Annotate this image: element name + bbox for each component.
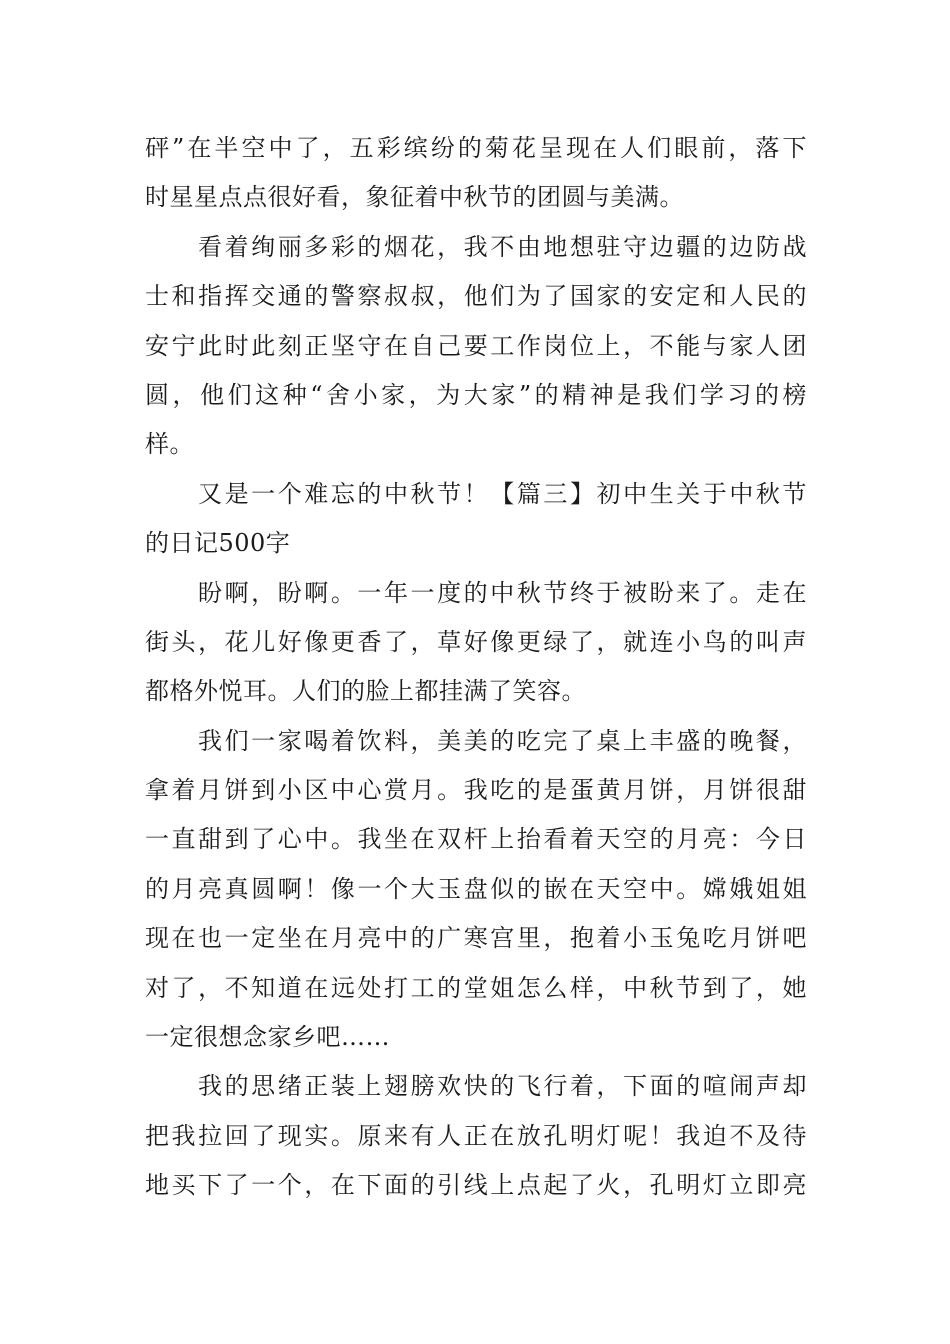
text-line: 地买下了一个，在下面的引线上点起了火，孔明灯立即亮 [145, 1171, 807, 1200]
text-line: 时星星点点很好看，象征着中秋节的团圆与美满。 [145, 183, 684, 212]
text-line: 又是一个难忘的中秋节！【篇三】初中生关于中秋节 [198, 479, 807, 508]
text-line: 把我拉回了现实。原来有人正在放孔明灯呢！我迫不及待 [145, 1121, 807, 1150]
text-line: 一直甜到了心中。我坐在双杆上抬看着天空的月亮：今日 [145, 825, 807, 854]
text-line: 圆，他们这种“舍小家，为大家”的精神是我们学习的榜 [145, 380, 807, 409]
text-line: 的月亮真圆啊！像一个大玉盘似的嵌在天空中。嫦娥姐姐 [145, 874, 807, 903]
text-line: 对了，不知道在远处打工的堂姐怎么样，中秋节到了，她 [145, 973, 807, 1002]
text-line: 的日记500字 [145, 529, 291, 558]
text-line: 一定很想念家乡吧…… [145, 1023, 390, 1052]
text-line: 街头，花儿好像更香了，草好像更绿了，就连小鸟的叫声 [145, 627, 807, 656]
text-line: 样。 [145, 430, 194, 459]
text-line: 士和指挥交通的警察叔叔，他们为了国家的安定和人民的 [145, 282, 807, 311]
body-text [145, 124, 807, 1211]
text-line: 我的思绪正装上翅膀欢快的飞行着，下面的喧闹声却 [198, 1072, 807, 1101]
text-line: 看着绚丽多彩的烟花，我不由地想驻守边疆的边防战 [198, 232, 807, 261]
text-line: 拿着月饼到小区中心赏月。我吃的是蛋黄月饼，月饼很甜 [145, 776, 807, 805]
text-line: 盼啊，盼啊。一年一度的中秋节终于被盼来了。走在 [198, 578, 807, 607]
text-line: 砰”在半空中了，五彩缤纷的菊花呈现在人们眼前，落下 [145, 134, 807, 162]
text-line: 安宁此时此刻正坚守在自己要工作岗位上，不能与家人团 [145, 331, 807, 360]
text-line: 我们一家喝着饮料，美美的吃完了桌上丰盛的晚餐， [198, 726, 807, 755]
text-line: 都格外悦耳。人们的脸上都挂满了笑容。 [145, 677, 586, 706]
text-line: 现在也一定坐在月亮中的广寒宫里，抱着小玉兔吃月饼吧 [145, 924, 807, 953]
